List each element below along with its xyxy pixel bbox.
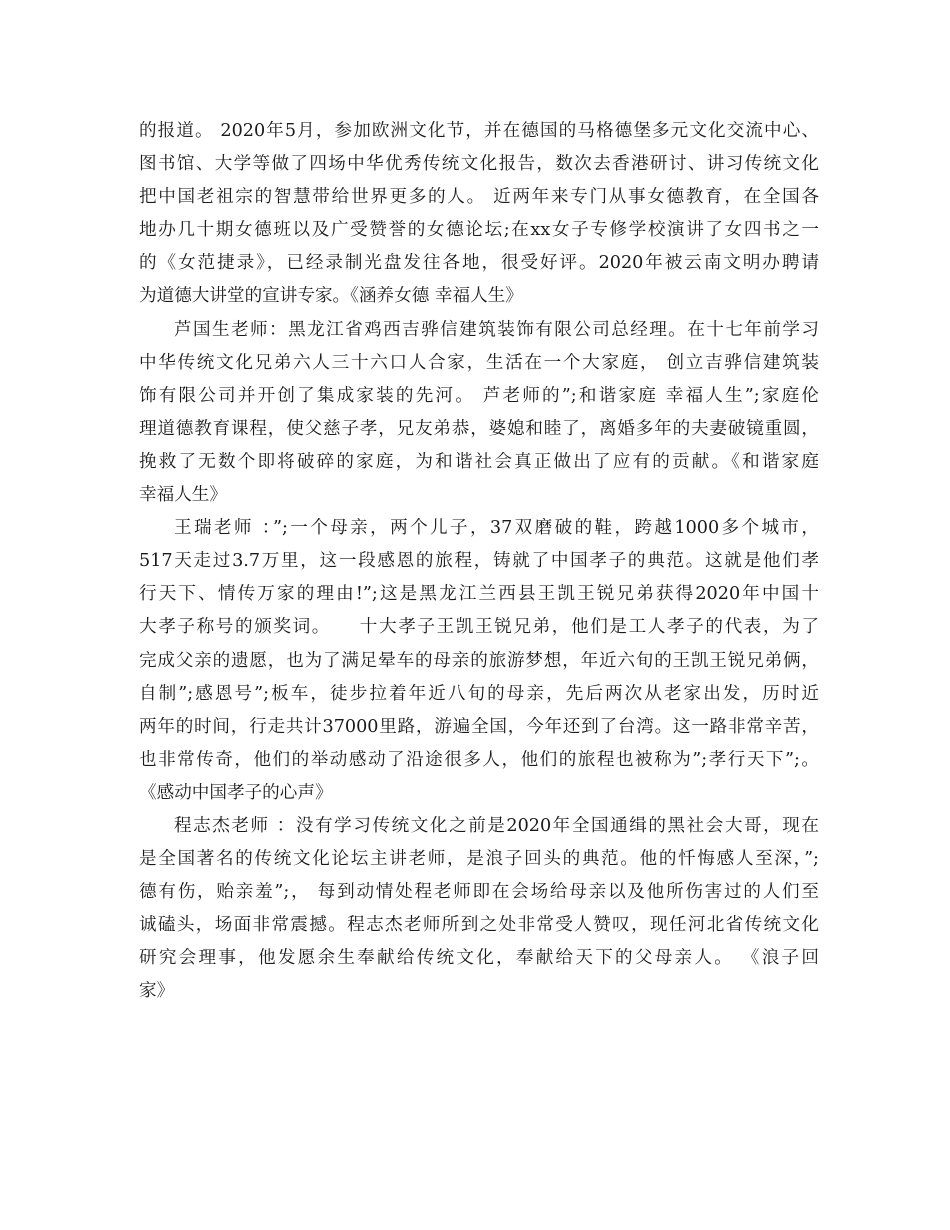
text-line: 挽救了无数个即将破碎的家庭，为和谐社会真正做出了应有的贡献。《和谐家庭: [139, 451, 819, 472]
text-line: 程志杰老师 ：没有学习传统文化之前是2020年全国通缉的黑社会大哥，现在: [174, 815, 819, 836]
text-line: 研究会理事，他发愿余生奉献给传统文化，奉献给天下的父母亲人。 《浪子回: [139, 948, 819, 969]
text-line: 诚磕头，场面非常震撼。程志杰老师所到之处非常受人赞叹，现任河北省传统文化: [139, 915, 819, 936]
text-line: 把中国老祖宗的智慧带给世界更多的人。 近两年来专门从事女德教育，在全国各: [139, 187, 819, 208]
text-line: 中华传统文化兄弟六人三十六口人合家，生活在一个大家庭， 创立吉骅信建筑装: [139, 352, 819, 373]
text-line: 理道德教育课程，使父慈子孝，兄友弟恭，婆媳和睦了，离婚多年的夫妻破镜重圆，: [139, 418, 819, 439]
text-line: 的《女范捷录》，已经录制光盘发往各地，很受好评。2020年被云南文明办聘请: [139, 253, 819, 274]
text-line: 地办几十期女德班以及广受赞誉的女德论坛;在xx女子专修学校演讲了女四书之一: [139, 220, 819, 241]
paragraph-wang-rui: [139, 512, 819, 810]
text-line: 大孝子称号的颁奖词。 十大孝子王凯王锐兄弟，他们是工人孝子的代表，为了: [139, 617, 819, 638]
paragraph-cheng-zhijie: [139, 810, 819, 1009]
text-line: 完成父亲的遗愿，也为了满足晕车的母亲的旅游梦想，年近六旬的王凯王锐兄弟俩，: [139, 650, 819, 671]
text-line: 德有伤，贻亲羞”;， 每到动情处程老师即在会场给母亲以及他所伤害过的人们至: [139, 882, 819, 903]
text-line: 饰有限公司并开创了集成家装的先河。 芦老师的”;和谐家庭 幸福人生”;家庭伦: [139, 385, 819, 406]
paragraph-intro-continued: [139, 115, 819, 314]
document-body: [139, 115, 819, 1009]
text-line: 的报道。 2020年5月，参加欧洲文化节，并在德国的马格德堡多元文化交流中心、: [139, 121, 819, 141]
text-line: 自制”;感恩号”;板车，徒步拉着年近八旬的母亲，先后两次从老家出发，历时近: [139, 683, 819, 704]
text-line: 芦国生老师：黑龙江省鸡西吉骅信建筑装饰有限公司总经理。在十七年前学习: [174, 319, 819, 340]
text-line: 两年的时间，行走共计37000里路，游遍全国，今年还到了台湾。这一路非常辛苦，: [139, 716, 819, 737]
text-line: 为道德大讲堂的宣讲专家。《涵养女德 幸福人生》: [139, 286, 523, 307]
text-line: 王瑞老师 ：”;一个母亲，两个儿子，37双磨破的鞋，跨越1000多个城市，: [174, 518, 819, 539]
text-line: 行天下、情传万家的理由!”;这是黑龙江兰西县王凯王锐兄弟获得2020年中国十: [139, 584, 819, 605]
text-line: 也非常传奇，他们的举动感动了沿途很多人，他们的旅程也被称为”;孝行天下”;。: [139, 749, 819, 770]
text-line: 517天走过3.7万里，这一段感恩的旅程，铸就了中国孝子的典范。这就是他们孝: [139, 551, 819, 572]
text-line: 幸福人生》: [139, 485, 227, 506]
text-line: 图书馆、大学等做了四场中华优秀传统文化报告，数次去香港研讨、讲习传统文化: [139, 154, 819, 175]
paragraph-lu-guosheng: [139, 314, 819, 513]
text-line: 是全国著名的传统文化论坛主讲老师，是浪子回头的典范。他的忏悔感人至深，”;: [139, 849, 819, 870]
text-line: 《感动中国孝子的心声》: [139, 782, 333, 803]
text-line: 家》: [139, 981, 175, 1002]
